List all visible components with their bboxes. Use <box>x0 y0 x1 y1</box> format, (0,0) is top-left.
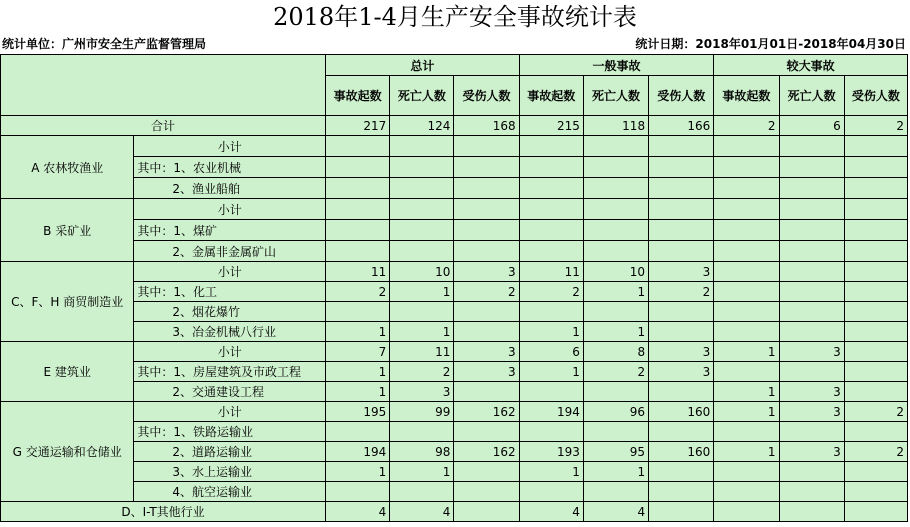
cell <box>454 422 519 442</box>
cell <box>844 462 907 482</box>
statistics-unit: 统计单位：广州市安全生产监督管理局 <box>2 37 207 51</box>
cell: 2 <box>519 282 583 302</box>
cell <box>714 502 779 522</box>
cell: 1 <box>714 342 779 362</box>
cell: 3 <box>454 362 519 382</box>
total-value: 2 <box>714 116 779 136</box>
cell: 1 <box>390 462 454 482</box>
cell <box>454 136 519 157</box>
total-value: 168 <box>454 116 519 136</box>
cell <box>390 422 454 442</box>
row-label: 2、渔业船舶 <box>134 178 326 199</box>
cell <box>779 282 844 302</box>
cell <box>779 322 844 342</box>
cell <box>390 302 454 322</box>
cell <box>519 178 583 199</box>
cell: 1 <box>326 322 390 342</box>
total-value: 118 <box>583 116 648 136</box>
cell: 195 <box>326 402 390 422</box>
cell <box>779 302 844 322</box>
table-row <box>1 322 908 342</box>
cell <box>844 482 907 502</box>
table-row <box>1 220 908 241</box>
column-header: 受伤人数 <box>454 76 519 116</box>
cell <box>583 482 648 502</box>
cell: 98 <box>390 442 454 462</box>
cell <box>390 482 454 502</box>
cell <box>714 302 779 322</box>
cell: 1 <box>390 282 454 302</box>
cell <box>714 422 779 442</box>
cell <box>844 199 907 220</box>
cell: 1 <box>390 322 454 342</box>
sector-name: C、F、H 商贸制造业 <box>1 262 134 342</box>
cell <box>844 136 907 157</box>
cell <box>583 422 648 442</box>
cell: 11 <box>519 262 583 282</box>
cell <box>390 136 454 157</box>
column-header: 死亡人数 <box>390 76 454 116</box>
total-value: 6 <box>779 116 844 136</box>
cell: 2 <box>844 442 907 462</box>
cell: 162 <box>454 402 519 422</box>
cell <box>583 220 648 241</box>
row-label: 小计 <box>134 402 326 422</box>
cell <box>519 482 583 502</box>
cell <box>583 199 648 220</box>
cell: 4 <box>326 502 390 522</box>
cell <box>454 322 519 342</box>
column-header: 事故起数 <box>714 76 779 116</box>
cell: 193 <box>519 442 583 462</box>
cell <box>583 382 648 402</box>
row-label: 2、烟花爆竹 <box>134 302 326 322</box>
cell <box>454 199 519 220</box>
header-corner <box>1 55 326 116</box>
cell <box>844 157 907 178</box>
cell <box>519 241 583 262</box>
cell: 3 <box>649 342 714 362</box>
cell: 3 <box>779 442 844 462</box>
sector-name: E 建筑业 <box>1 342 134 402</box>
cell <box>779 136 844 157</box>
cell: 1 <box>519 322 583 342</box>
table-row <box>1 241 908 262</box>
cell <box>326 136 390 157</box>
cell: 2 <box>844 402 907 422</box>
cell: 3 <box>779 382 844 402</box>
cell: 1 <box>714 382 779 402</box>
cell <box>844 220 907 241</box>
cell: 3 <box>454 342 519 362</box>
cell: 4 <box>583 502 648 522</box>
column-header: 死亡人数 <box>779 76 844 116</box>
cell <box>649 462 714 482</box>
cell: 2 <box>649 282 714 302</box>
cell <box>649 136 714 157</box>
group-header-major: 较大事故 <box>714 55 908 76</box>
cell <box>714 199 779 220</box>
cell: 3 <box>779 402 844 422</box>
cell <box>454 502 519 522</box>
cell <box>454 382 519 402</box>
row-label: 3、水上运输业 <box>134 462 326 482</box>
cell: 99 <box>390 402 454 422</box>
cell <box>454 462 519 482</box>
row-label: 小计 <box>134 199 326 220</box>
cell <box>454 220 519 241</box>
cell: 194 <box>326 442 390 462</box>
cell <box>519 157 583 178</box>
other-industries-row <box>1 502 908 522</box>
cell <box>454 157 519 178</box>
group-header-general: 一般事故 <box>519 55 714 76</box>
table-row <box>1 302 908 322</box>
cell <box>519 382 583 402</box>
cell <box>714 482 779 502</box>
table-row <box>1 422 908 442</box>
sector-name: B 采矿业 <box>1 199 134 262</box>
cell <box>844 342 907 362</box>
row-label: 2、道路运输业 <box>134 442 326 462</box>
cell: 7 <box>326 342 390 362</box>
cell <box>779 178 844 199</box>
cell <box>779 362 844 382</box>
row-label: 其中：1、煤矿 <box>134 220 326 241</box>
cell <box>390 241 454 262</box>
cell <box>519 199 583 220</box>
row-label: 小计 <box>134 342 326 362</box>
total-label: 合计 <box>1 116 326 136</box>
cell: 1 <box>519 462 583 482</box>
cell: 10 <box>583 262 648 282</box>
cell <box>583 178 648 199</box>
cell <box>390 199 454 220</box>
table-row <box>1 362 908 382</box>
column-header: 死亡人数 <box>583 76 648 116</box>
row-label: 小计 <box>134 262 326 282</box>
cell <box>714 241 779 262</box>
cell <box>326 482 390 502</box>
total-value: 215 <box>519 116 583 136</box>
cell <box>583 136 648 157</box>
cell: 160 <box>649 442 714 462</box>
cell <box>649 302 714 322</box>
cell <box>649 322 714 342</box>
cell: 1 <box>583 462 648 482</box>
accident-statistics-table <box>0 54 908 522</box>
cell <box>844 302 907 322</box>
row-label: 其中：1、化工 <box>134 282 326 302</box>
cell <box>844 282 907 302</box>
sector-name: G 交通运输和仓储业 <box>1 402 134 502</box>
cell <box>844 262 907 282</box>
cell <box>326 422 390 442</box>
cell <box>583 157 648 178</box>
group-header-total: 总计 <box>326 55 520 76</box>
cell: 1 <box>326 382 390 402</box>
column-header: 事故起数 <box>326 76 390 116</box>
cell <box>454 241 519 262</box>
column-header: 受伤人数 <box>844 76 907 116</box>
row-label: 3、冶金机械八行业 <box>134 322 326 342</box>
cell: 8 <box>583 342 648 362</box>
cell: 11 <box>390 342 454 362</box>
column-header: 事故起数 <box>519 76 583 116</box>
cell <box>779 482 844 502</box>
cell <box>779 502 844 522</box>
cell: 2 <box>390 362 454 382</box>
cell: 1 <box>519 362 583 382</box>
row-label: 其中：1、农业机械 <box>134 157 326 178</box>
cell <box>714 157 779 178</box>
cell <box>779 262 844 282</box>
cell <box>844 322 907 342</box>
table-row <box>1 482 908 502</box>
cell <box>326 199 390 220</box>
cell <box>779 241 844 262</box>
cell: 11 <box>326 262 390 282</box>
total-value: 124 <box>390 116 454 136</box>
row-label: 小计 <box>134 136 326 157</box>
cell: 194 <box>519 402 583 422</box>
cell <box>714 282 779 302</box>
cell: 6 <box>519 342 583 362</box>
row-label: 4、航空运输业 <box>134 482 326 502</box>
cell: 2 <box>454 282 519 302</box>
table-row <box>1 462 908 482</box>
cell: 1 <box>714 402 779 422</box>
cell: 4 <box>519 502 583 522</box>
table-row <box>1 382 908 402</box>
cell <box>649 482 714 502</box>
cell: 1 <box>583 322 648 342</box>
table-row <box>1 199 908 220</box>
cell <box>779 220 844 241</box>
cell <box>714 262 779 282</box>
cell <box>649 157 714 178</box>
cell <box>454 302 519 322</box>
cell <box>779 422 844 442</box>
cell <box>454 482 519 502</box>
cell <box>714 136 779 157</box>
cell: 1 <box>583 282 648 302</box>
row-label: 2、金属非金属矿山 <box>134 241 326 262</box>
cell: 2 <box>583 362 648 382</box>
cell <box>326 178 390 199</box>
table-row <box>1 402 908 422</box>
table-row <box>1 442 908 462</box>
cell <box>714 178 779 199</box>
cell <box>779 462 844 482</box>
total-value: 2 <box>844 116 907 136</box>
cell <box>326 157 390 178</box>
cell <box>326 241 390 262</box>
statistics-date: 统计日期：2018年01月01日-2018年04月30日 <box>635 37 906 51</box>
cell <box>844 362 907 382</box>
cell <box>649 422 714 442</box>
cell: 162 <box>454 442 519 462</box>
row-label: 2、交通建设工程 <box>134 382 326 402</box>
cell <box>844 241 907 262</box>
cell <box>326 302 390 322</box>
table-row <box>1 136 908 157</box>
cell <box>519 422 583 442</box>
cell <box>649 502 714 522</box>
cell: 4 <box>390 502 454 522</box>
sector-name: A 农林牧渔业 <box>1 136 134 199</box>
cell <box>519 220 583 241</box>
cell <box>649 220 714 241</box>
cell <box>844 502 907 522</box>
column-header: 受伤人数 <box>649 76 714 116</box>
cell <box>649 178 714 199</box>
cell <box>326 220 390 241</box>
row-label: 其中：1、房屋建筑及市政工程 <box>134 362 326 382</box>
cell <box>779 199 844 220</box>
cell: 3 <box>454 262 519 282</box>
cell <box>583 241 648 262</box>
cell <box>583 302 648 322</box>
table-row <box>1 262 908 282</box>
cell <box>779 157 844 178</box>
cell: 2 <box>326 282 390 302</box>
cell <box>454 178 519 199</box>
cell <box>649 199 714 220</box>
cell <box>844 422 907 442</box>
cell <box>844 382 907 402</box>
cell: 160 <box>649 402 714 422</box>
cell: 3 <box>779 342 844 362</box>
cell <box>714 362 779 382</box>
row-label: 其中：1、铁路运输业 <box>134 422 326 442</box>
table-row <box>1 282 908 302</box>
total-value: 217 <box>326 116 390 136</box>
table-row <box>1 157 908 178</box>
cell: 96 <box>583 402 648 422</box>
cell: 1 <box>326 462 390 482</box>
cell: 95 <box>583 442 648 462</box>
cell <box>519 302 583 322</box>
row-label: D、I-T其他行业 <box>1 502 326 522</box>
cell <box>649 241 714 262</box>
cell: 1 <box>714 442 779 462</box>
cell <box>519 136 583 157</box>
cell: 3 <box>390 382 454 402</box>
cell: 3 <box>649 362 714 382</box>
page-title: 2018年1-4月生产安全事故统计表 <box>273 3 637 31</box>
cell <box>714 462 779 482</box>
total-row <box>1 116 908 136</box>
cell <box>649 382 714 402</box>
cell: 10 <box>390 262 454 282</box>
cell: 1 <box>326 362 390 382</box>
table-row <box>1 342 908 362</box>
cell <box>714 322 779 342</box>
total-value: 166 <box>649 116 714 136</box>
cell <box>714 220 779 241</box>
cell <box>844 178 907 199</box>
cell <box>390 157 454 178</box>
cell <box>390 178 454 199</box>
table-row <box>1 178 908 199</box>
cell <box>390 220 454 241</box>
cell: 3 <box>649 262 714 282</box>
